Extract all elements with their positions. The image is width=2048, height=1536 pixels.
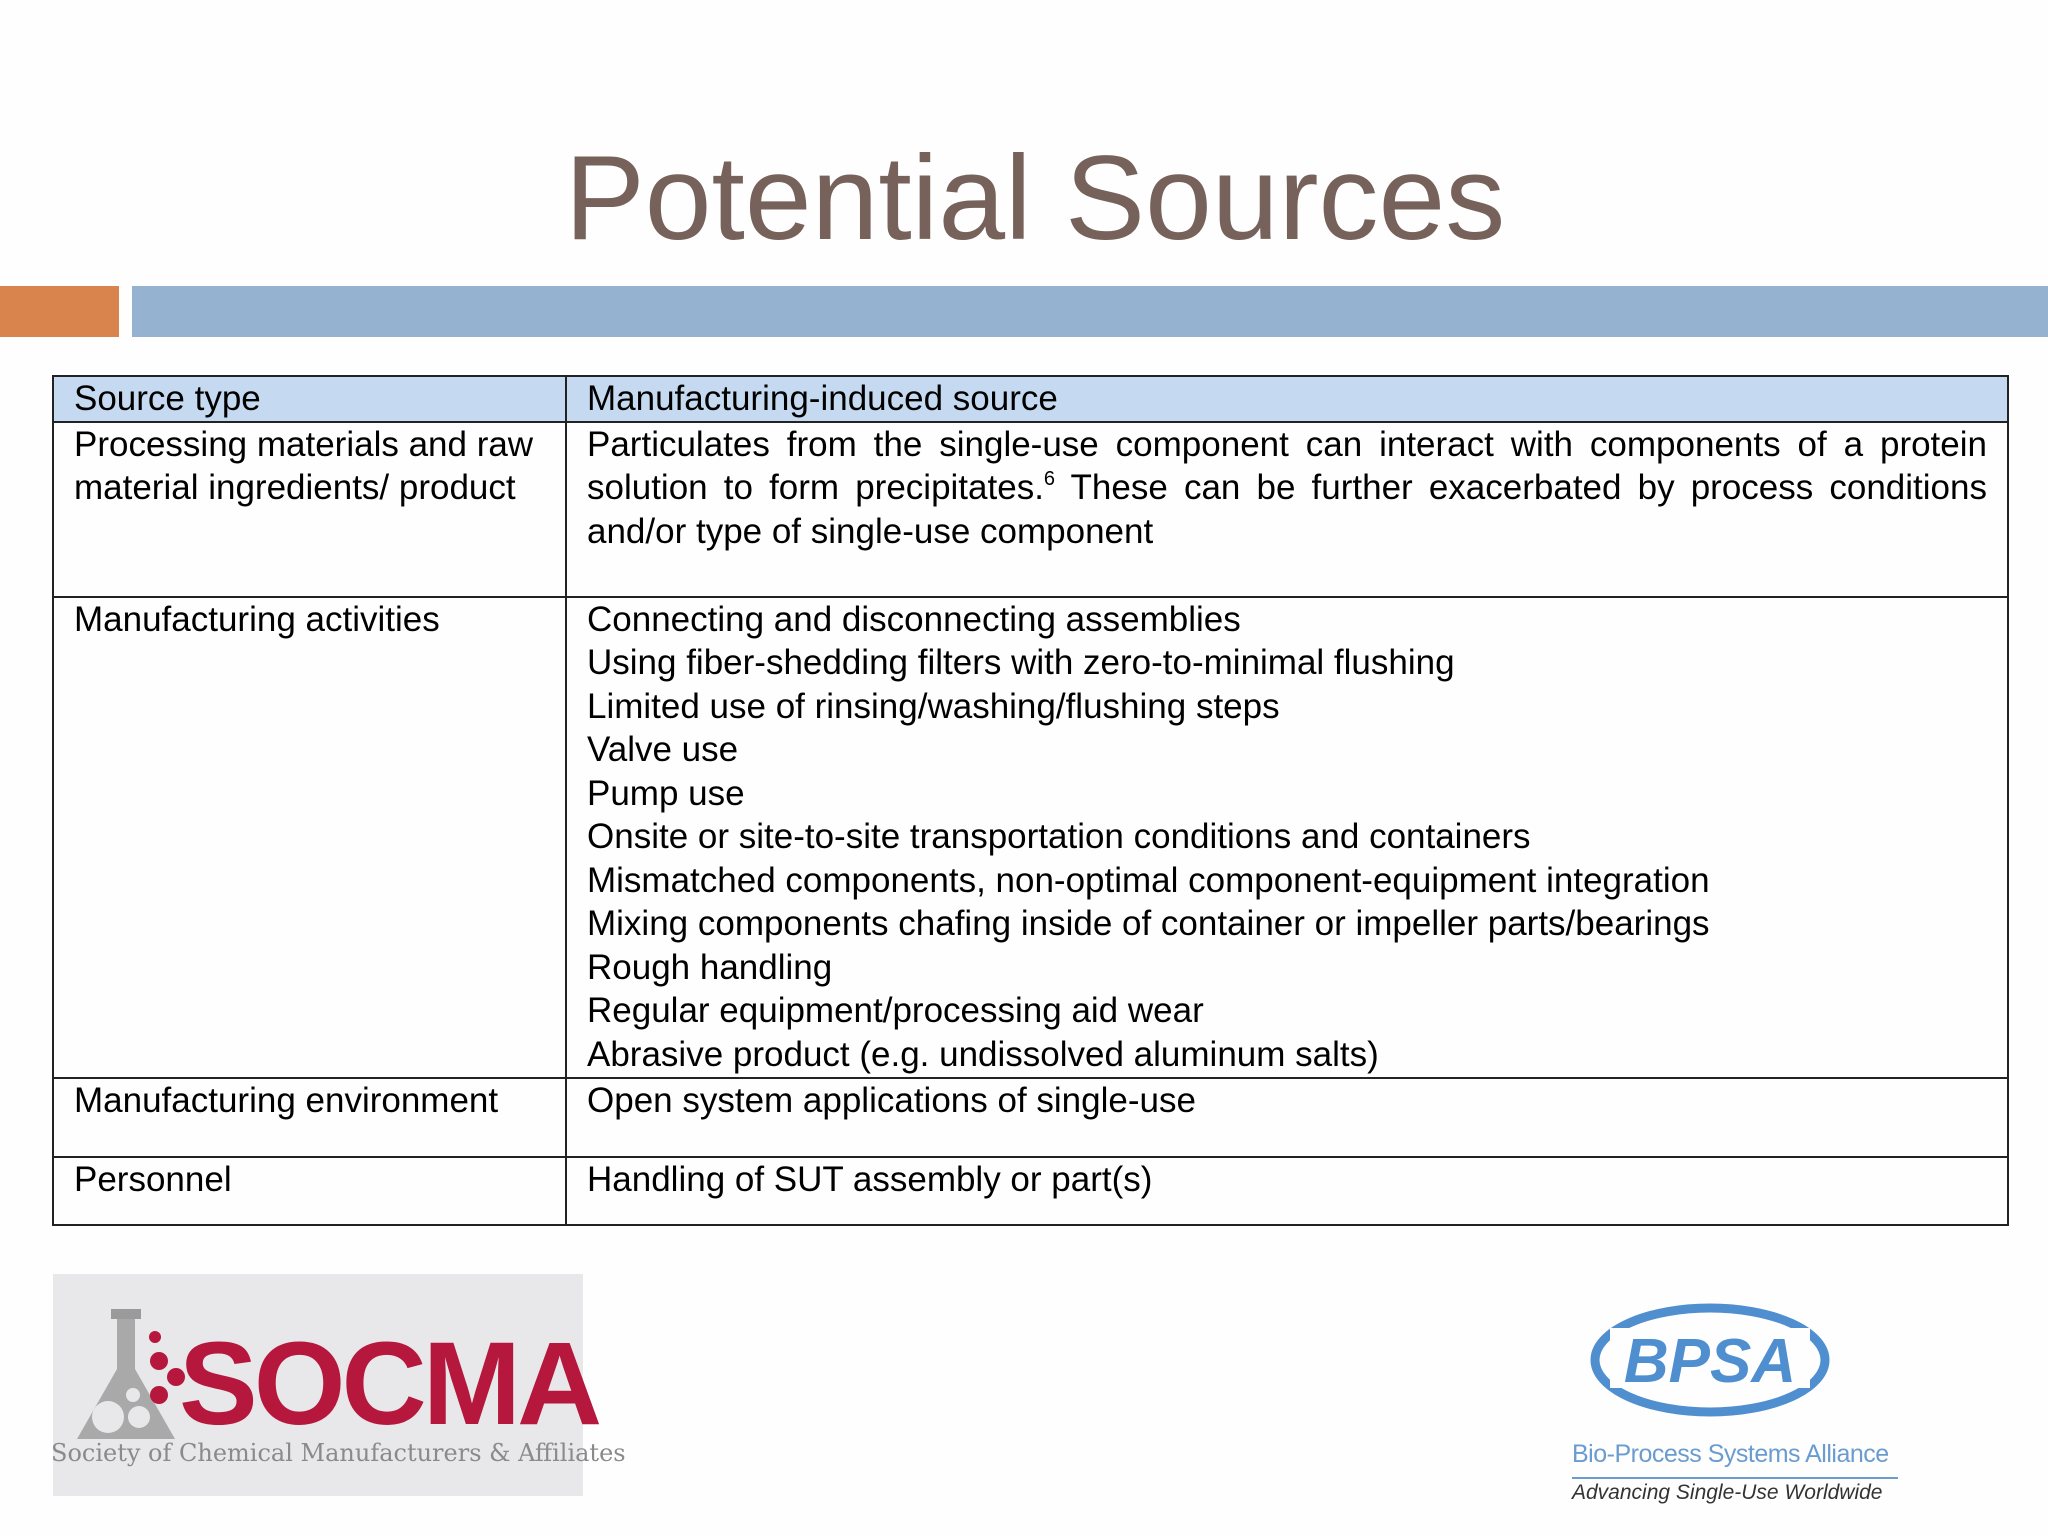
source-description-cell: Open system applications of single-use — [566, 1078, 2008, 1157]
source-description-cell: Handling of SUT assembly or part(s) — [566, 1157, 2008, 1225]
list-item: Abrasive product (e.g. undissolved aluminum salts) — [587, 1034, 1379, 1074]
bpsa-divider — [1572, 1477, 1898, 1479]
source-list-cell — [566, 597, 2008, 1078]
source-description-text: Particulates from the single-use component can interact with components of a protein solution to form precipitates. — [587, 424, 1987, 507]
bpsa-emblem — [1560, 1290, 1860, 1430]
list-item: Using fiber-shedding filters with zero-to-minimal flushing — [587, 643, 1455, 682]
table-row — [53, 422, 2008, 597]
accent-bar-orange — [0, 286, 119, 337]
socma-tagline: Society of Chemical Manufacturers & Affiliates — [51, 1439, 626, 1467]
header-manufacturing-induced-source: Manufacturing-induced source — [566, 376, 2008, 422]
bpsa-name: Bio-Process Systems Alliance — [1572, 1440, 1889, 1468]
socma-wordmark: SOCMA — [179, 1318, 599, 1450]
source-type-cell: Manufacturing activities — [53, 597, 566, 1078]
slide-title: Potential Sources — [564, 131, 1506, 265]
list-item: Valve use — [587, 730, 739, 769]
list-item: Mismatched components, non-optimal component-equipment integration — [587, 860, 1710, 900]
accent-bar-blue — [132, 286, 2048, 337]
list-item: Connecting and disconnecting assemblies — [587, 599, 1241, 639]
list-item: Limited use of rinsing/washing/flushing steps — [587, 686, 1280, 726]
table-row — [53, 1157, 2008, 1225]
list-item: Onsite or site-to-site transportation conditions and containers — [587, 817, 1531, 856]
socma-logo — [51, 1274, 626, 1496]
list-item: Rough handling — [587, 947, 833, 987]
bpsa-logo — [1560, 1290, 1900, 1510]
source-type-cell: Processing materials and raw material ingredients/ product — [53, 422, 566, 597]
source-description-text-continued: These can be further exacerbated by process conditions and/or type of single-use component — [587, 468, 1987, 551]
list-item: Mixing components chafing inside of container or impeller parts/bearings — [587, 904, 1710, 943]
bpsa-wordmark: BPSA — [1623, 1327, 1797, 1396]
table-row — [53, 597, 2008, 1078]
list-item: Regular equipment/processing aid wear — [587, 991, 1204, 1030]
reference-superscript: 6 — [1043, 468, 1056, 490]
sources-table — [52, 375, 2009, 1226]
source-type-cell: Personnel — [53, 1157, 566, 1225]
bpsa-tagline: Advancing Single-Use Worldwide — [1572, 1481, 1883, 1504]
source-description-cell — [566, 422, 2008, 597]
source-type-cell: Manufacturing environment — [53, 1078, 566, 1157]
header-source-type: Source type — [53, 376, 566, 422]
table-row — [53, 1078, 2008, 1157]
list-item: Pump use — [587, 773, 745, 813]
table-header-row — [53, 376, 2008, 422]
